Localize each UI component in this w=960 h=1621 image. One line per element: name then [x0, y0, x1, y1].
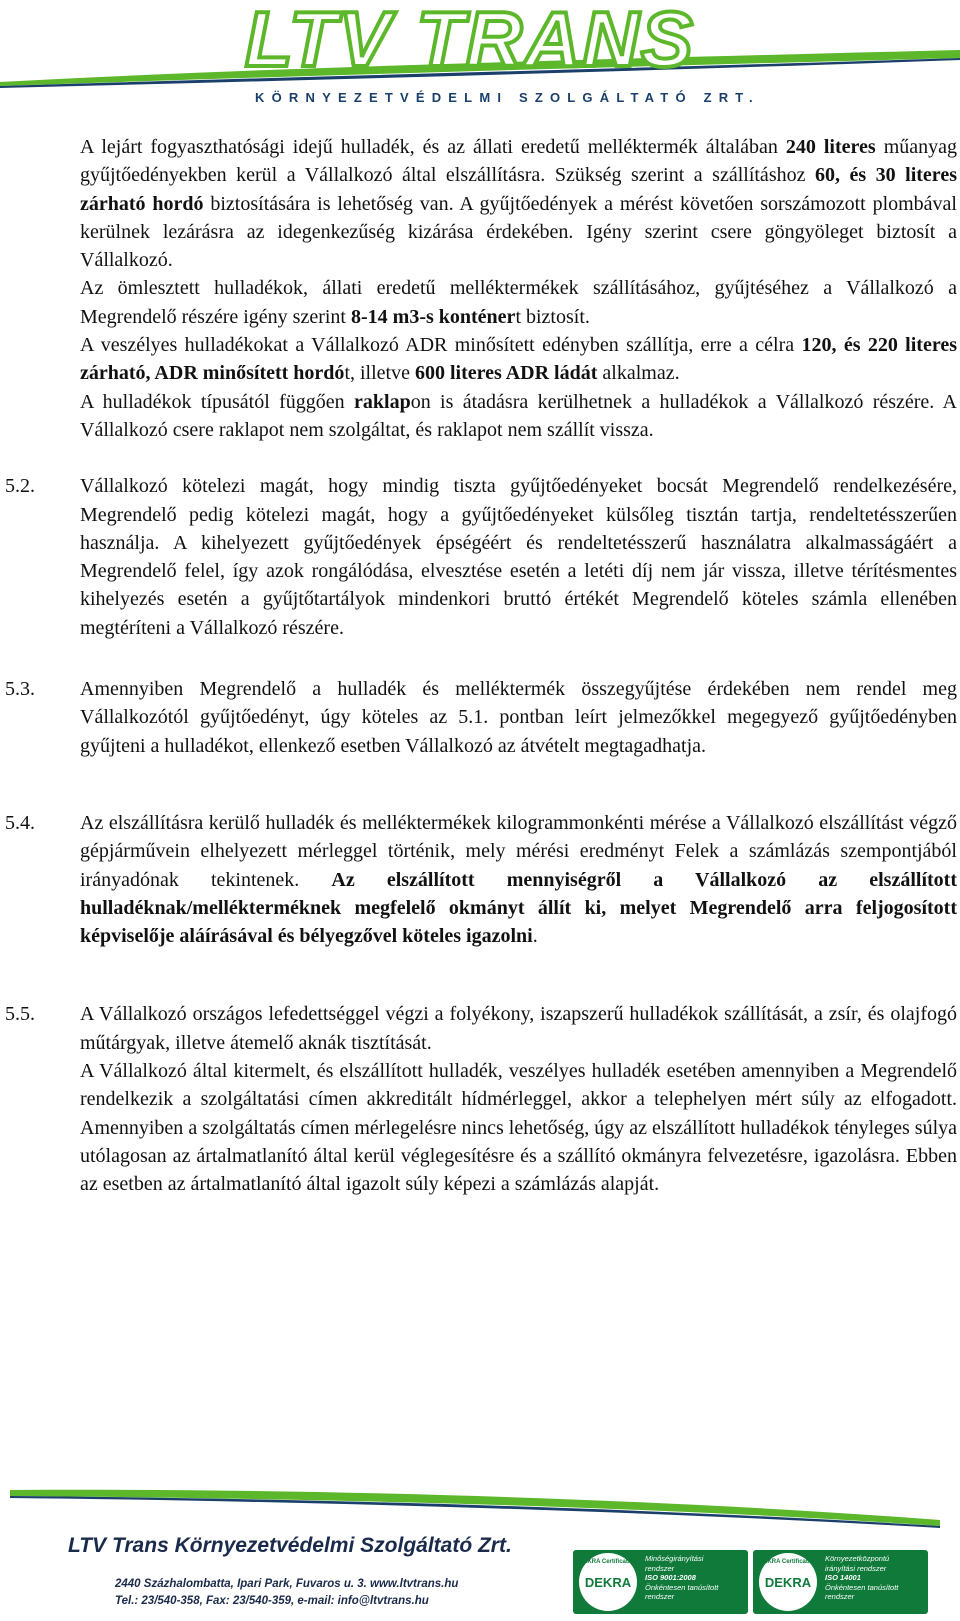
- page-footer: [0, 1480, 960, 1621]
- section-5-4: 5.4. Az elszállításra kerülő hulladék és melléktermékek kilogrammonkénti mérése a Vállalkozó elszállítást végző gépjárművein elhelyezett mérleggel történik, mely mérési eredményt Felek a számlázás szempontjából irányadónak tekintenek. Az elszállított mennyiségről a Vállalkozó az elszállított hulladéknak/mellékterméknek megfelelő okmányt állít ki, melyet Megrendelő arra feljogosított képviselője aláírásával és bélyegzővel köteles igazolni.: [80, 809, 957, 950]
- footer-swoosh: [0, 1480, 960, 1540]
- page-header: [0, 0, 960, 110]
- paragraph: A lejárt fogyaszthatósági idejű hulladék, és az állati eredetű melléktermék általában 240 literes műanyag gyűjtőedényekben kerül a Vállalkozó által elszállításra. Szükség szerint a szállításhoz 60, és 30 literes zárható hordó biztosítására is lehetőség van. A gyűjtőedények a mérést követően sorszámozott plombával kerülnek lezárásra az idegenkezűség kizárása érdekében. Igény szerint csere göngyöleget biztosít a Vállalkozó.: [80, 136, 957, 272]
- iso9001-badge: [573, 1550, 748, 1614]
- logo-text: LTV TRANS: [245, 0, 695, 83]
- iso14001-badge: [753, 1550, 928, 1614]
- paragraph: A veszélyes hulladékokat a Vállalkozó ADR minősített edényben szállítja, erre a célra 120, és 220 literes zárható, ADR minősített hordót, illetve 600 literes ADR ládát alkalmaz.: [80, 334, 957, 385]
- paragraph: A hulladékok típusától függően raklapon is átadásra kerülhetnek a hulladékok a Vállalkozó részére. A Vállalkozó csere raklapot nem szolgáltat, és raklapot nem szállít vissza.: [80, 390, 957, 441]
- document-body: [0, 133, 960, 1199]
- ltv-trans-logo: [0, 0, 960, 100]
- paragraph: Az ömlesztett hulladékok, állati eredetű melléktermékek szállításához, gyűjtéséhez a Vállalkozó a Megrendelő részére igény szerint 8-14 m3-s konténert biztosít.: [80, 277, 957, 328]
- section-5-3: 5.3. Amennyiben Megrendelő a hulladék és melléktermék összegyűjtése érdekében nem rendel meg Vállalkozótól gyűjtőedényt, úgy köteles az 5.1. pontban leírt jelmezőkkel megegyező gyűjtőedényben gyűjteni a hulladékot, ellenkező esetben Vállalkozó az átvételt megtagadhatja.: [80, 675, 957, 760]
- footer-company: LTV Trans Környezetvédelmi Szolgáltató Zrt.: [68, 1534, 512, 1557]
- footer-address: 2440 Százhalombatta, Ipari Park, Fuvaros u. 3. www.ltvtrans.hu: [115, 1578, 459, 1590]
- section-number: 5.3.: [5, 678, 35, 701]
- cert-description: Minőségirányítási rendszer ISO 9001:2008 Önkéntesen tanúsított rendszer: [645, 1554, 719, 1601]
- dekra-seal-icon: DEKRA Certification DEKRA: [759, 1553, 817, 1611]
- section-number: 5.2.: [5, 475, 35, 498]
- cert-description: Környezetközpontú irányítási rendszer ISO 14001 Önkéntesen tanúsított rendszer: [825, 1554, 899, 1601]
- company-subtitle: KÖRNYEZETVÉDELMI SZOLGÁLTATÓ ZRT.: [255, 90, 760, 105]
- section-number: 5.4.: [5, 811, 35, 834]
- section-5-5: 5.5. A Vállalkozó országos lefedettséggel végzi a folyékony, iszapszerű hulladékok szállítását, a zsír, és olajfogó műtárgyak, illetve átemelő aknák tisztítását.: [80, 1000, 957, 1057]
- section-5-2: 5.2. Vállalkozó kötelezi magát, hogy mindig tiszta gyűjtőedényeket bocsát Megrendelő rendelkezésére, Megrendelő pedig kötelezi magát, hogy a gyűjtőedényeket külsőleg tisztán tartja, rendeltetésszerűen használja. A kihelyezett gyűjtőedények épségéért és rendeltetésszerű használatra alkalmasságáért a Megrendelő felel, így azok rongálódása, elvesztése esetén a letéti díj nem jár vissza, illetve térítésmentes kihelyezés esetén a gyűjtőtartályok mindenkori bruttó értékét Megrendelő köteles számla ellenében megtéríteni a Vállalkozó részére.: [80, 472, 957, 642]
- footer-contact: Tel.: 23/540-358, Fax: 23/540-359, e-mail: info@ltvtrans.hu: [115, 1595, 429, 1607]
- dekra-seal-icon: DEKRA Certification DEKRA: [579, 1553, 637, 1611]
- paragraph: A Vállalkozó által kitermelt, és elszállított hulladék, veszélyes hulladék esetében amennyiben a Megrendelő rendelkezik a szolgáltatási címen akkreditált hídmérleggel, akkor a telephelyen mért súly az elfogadott. Amennyiben a szolgáltatás címen mérlegelésre nincs lehetőség, úgy az elszállított hulladékok tényleges súlya utólagosan az ártalmatlanító által kerül véglegesítésre és a szállító okmányra felvezetésre, igazolásra. Ebben az esetben az ártalmatlanító által igazolt súly képezi a számlázás alapját.: [80, 1060, 957, 1196]
- section-number: 5.5.: [5, 1003, 35, 1026]
